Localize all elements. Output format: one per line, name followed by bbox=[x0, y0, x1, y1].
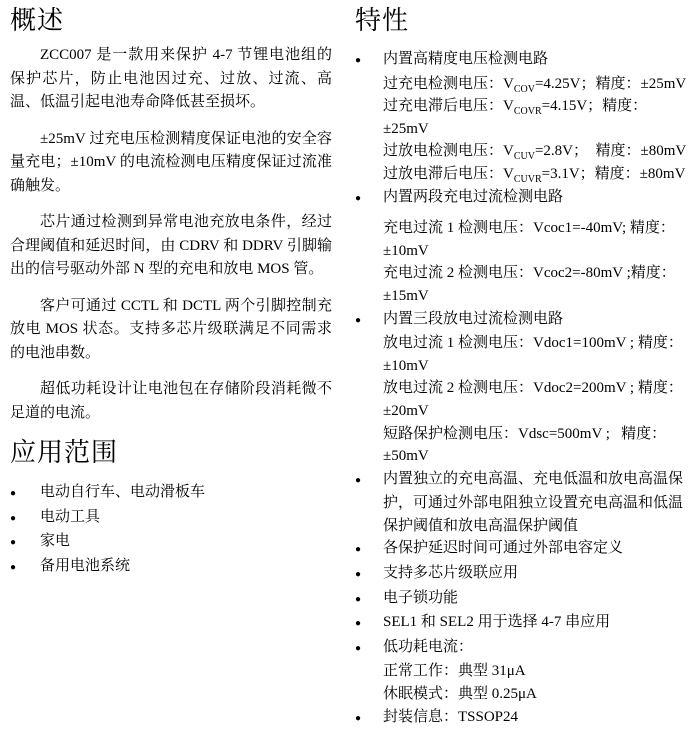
feature-text: 充电过流 1 检测电压：Vcoc1=-40mV; 精度： bbox=[383, 220, 675, 237]
bullet-icon: ● bbox=[355, 642, 362, 654]
bullet-icon: ● bbox=[355, 55, 362, 66]
application-item bbox=[10, 555, 332, 580]
feature-line bbox=[355, 240, 690, 263]
feature-text: 封装信息：TSSOP24 bbox=[383, 708, 519, 725]
feature-line bbox=[355, 423, 690, 446]
feature-line bbox=[355, 163, 690, 186]
feature-line bbox=[355, 332, 690, 355]
feature-line bbox=[355, 660, 690, 683]
overview-paragraph: ZCC007 是一款用来保护 4-7 节锂电池组的保护芯片，防止电池因过充、过放、过流、高温、低温引起电池寿命降低甚至损坏。 bbox=[10, 47, 332, 110]
feature-text: ±20mV bbox=[383, 402, 429, 419]
bullet-icon: ● bbox=[355, 712, 362, 724]
bullet-icon: ● bbox=[10, 488, 17, 499]
feature-text: 休眠模式：典型 0.25μA bbox=[383, 686, 537, 703]
applications-heading: 应用范围 bbox=[10, 438, 119, 467]
left-column bbox=[10, 6, 332, 730]
feature-item bbox=[355, 308, 690, 333]
feature-line bbox=[355, 95, 690, 140]
feature-text: 低功耗电流： bbox=[383, 638, 474, 655]
feature-line bbox=[355, 492, 690, 515]
feature-line bbox=[355, 140, 690, 163]
feature-text: ±50mV bbox=[383, 448, 429, 465]
application-item bbox=[10, 506, 332, 531]
feature-text: ±10mV bbox=[383, 357, 429, 374]
feature-line bbox=[355, 515, 690, 538]
bullet-icon: ● bbox=[355, 314, 362, 326]
feature-text: SEL1 和 SEL2 用于选择 4-7 串应用 bbox=[383, 614, 611, 631]
feature-text: 过充电滞后电压：$V_{COVR}=4.15V$；精度：±25mV bbox=[383, 98, 648, 137]
bullet-icon: ● bbox=[355, 618, 362, 630]
feature-text: ±10mV bbox=[383, 242, 429, 259]
feature-text: 内置独立的充电高温、充电低温和放电高温保 bbox=[383, 470, 684, 487]
feature-item bbox=[355, 537, 690, 562]
feature-item bbox=[355, 562, 690, 587]
feature-item bbox=[355, 636, 690, 661]
bullet-icon: ● bbox=[355, 593, 362, 605]
application-item bbox=[10, 481, 332, 506]
application-label: 电动工具 bbox=[40, 508, 101, 525]
application-label: 家电 bbox=[40, 533, 71, 549]
feature-text: 保护阈值和放电高温保护阈值 bbox=[383, 517, 579, 534]
overview-paragraph: 芯片通过检测到异常电池充放电条件，经过合理阈值和延迟时间，由 CDRV 和 DDRV 引脚输出的信号驱动外部 N 型的充电和放电 MOS 管。 bbox=[10, 214, 332, 277]
overview-paragraph: 超低功耗设计让电池包在存储阶段消耗微不足道的电流。 bbox=[10, 381, 332, 421]
overview-paragraph: ±25mV 过充电压检测精度保证电池的安全容量充电；±10mV 的电流检测电压精度保证过流准确触发。 bbox=[10, 130, 332, 194]
overview-paragraphs bbox=[10, 44, 332, 425]
right-column bbox=[355, 6, 690, 730]
feature-text: 放电过流 1 检测电压：Vdoc1=100mV ; 精度： bbox=[383, 335, 683, 352]
feature-item bbox=[355, 587, 690, 612]
bullet-icon: ● bbox=[355, 192, 362, 204]
feature-item bbox=[355, 186, 690, 211]
feature-text: 内置三段放电过流检测电路 bbox=[383, 310, 564, 327]
feature-text: ±15mV bbox=[383, 287, 429, 304]
feature-text: 充电过流 2 检测电压：Vcoc2=-80mV ;精度： bbox=[383, 265, 676, 282]
bullet-icon: ● bbox=[10, 537, 17, 548]
application-item bbox=[10, 530, 332, 555]
feature-text: 过充电检测电压：$V_{COV}=4.25V$；精度：±25mV bbox=[383, 75, 687, 95]
feature-text: 支持多芯片级联应用 bbox=[383, 565, 519, 582]
feature-text: 短路保护检测电压：Vdsc=500mV ; 精度： bbox=[383, 425, 667, 442]
application-label: 备用电池系统 bbox=[40, 557, 131, 574]
applications-list bbox=[10, 481, 332, 579]
features-heading: 特性 bbox=[355, 6, 410, 35]
feature-text: 放电过流 2 检测电压：Vdoc2=200mV ; 精度： bbox=[383, 380, 683, 397]
feature-text: 过放电滞后电压：$V_{CUVR}=3.1V$；精度：±80mV bbox=[383, 165, 686, 185]
bullet-icon: ● bbox=[355, 474, 362, 486]
feature-line bbox=[355, 262, 690, 285]
feature-text: 内置两段充电过流检测电路 bbox=[383, 188, 564, 205]
feature-text: 过放电检测电压：$V_{CUV}=2.8V$； 精度：±80mV bbox=[383, 143, 687, 163]
bullet-icon: ● bbox=[10, 512, 17, 524]
feature-text: 正常工作：典型 31μA bbox=[383, 663, 526, 680]
feature-line bbox=[355, 73, 690, 96]
bullet-icon: ● bbox=[10, 561, 17, 573]
overview-heading: 概述 bbox=[10, 6, 65, 35]
feature-line bbox=[355, 683, 690, 706]
feature-item bbox=[355, 468, 690, 493]
feature-item bbox=[355, 611, 690, 636]
feature-line bbox=[355, 400, 690, 423]
feature-line bbox=[355, 217, 690, 240]
bullet-icon: ● bbox=[355, 544, 362, 556]
feature-item bbox=[355, 48, 690, 73]
feature-text: 内置高精度电压检测电路 bbox=[383, 51, 549, 67]
feature-line bbox=[355, 285, 690, 308]
feature-text: 各保护延迟时间可通过外部电容定义 bbox=[383, 540, 624, 557]
feature-line bbox=[355, 355, 690, 378]
application-label: 电动自行车、电动滑板车 bbox=[40, 484, 206, 500]
feature-item bbox=[355, 706, 690, 730]
feature-text: 护，可通过外部电阻独立设置充电高温和低温 bbox=[383, 495, 684, 512]
feature-line bbox=[355, 377, 690, 400]
features-list bbox=[355, 48, 690, 730]
feature-line bbox=[355, 445, 690, 468]
bullet-icon: ● bbox=[355, 569, 362, 581]
feature-text: 电子锁功能 bbox=[383, 589, 459, 606]
overview-paragraph: 客户可通过 CCTL 和 DCTL 两个引脚控制充放电 MOS 状态。支持多芯片级联满足不同需求的电池串数。 bbox=[10, 297, 332, 361]
